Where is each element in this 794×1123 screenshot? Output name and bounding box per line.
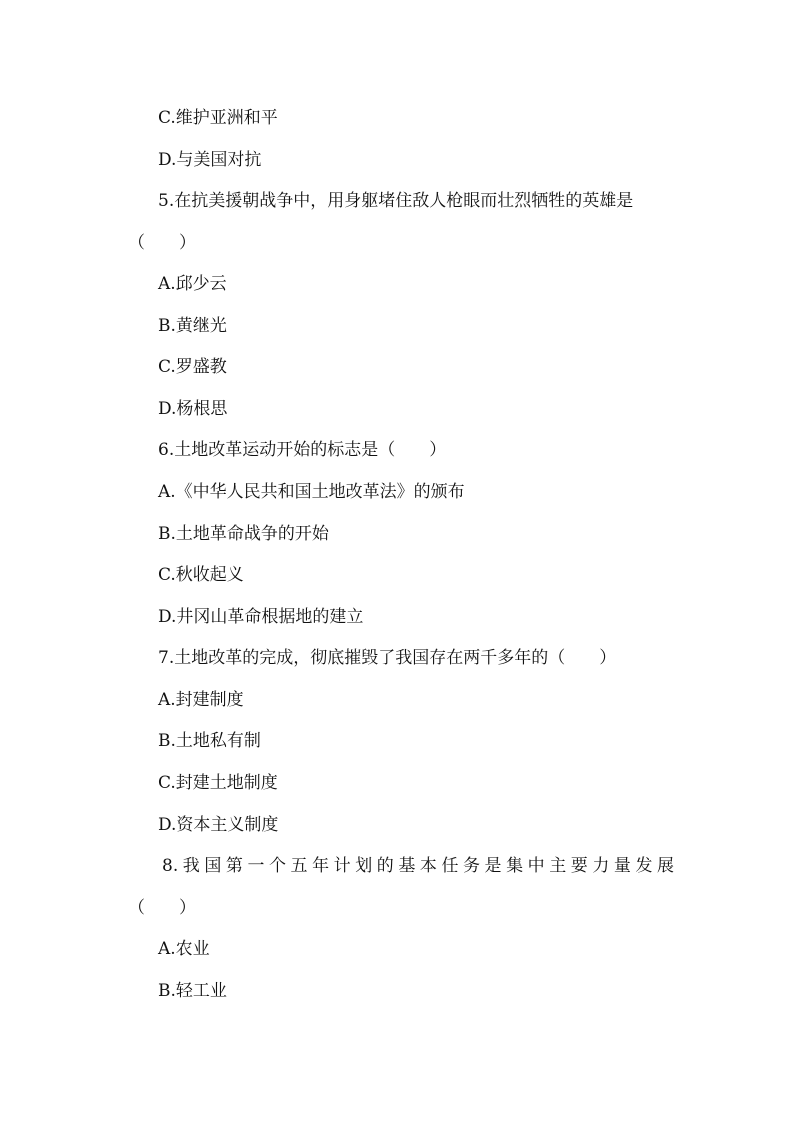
question-7-option-d: D.资本主义制度 [158,815,279,835]
question-5-option-d: D.杨根思 [158,399,228,419]
question-7-stem: 7.土地改革的完成，彻底摧毁了我国存在两千多年的（ ） [158,648,617,668]
question-5-bracket: （ ） [128,233,196,253]
question-8-option-b: B.轻工业 [158,981,227,1001]
question-6-option-c: C.秋收起义 [158,565,244,585]
question-6-stem: 6.土地改革运动开始的标志是（ ） [158,440,447,460]
question-7-option-a: A.封建制度 [158,690,244,710]
question-5-option-a: A.邱少云 [158,274,227,294]
question-8-bracket: （ ） [128,898,196,918]
prev-option-d: D.与美国对抗 [158,150,262,170]
question-8-stem: 8.我国第一个五年计划的基本任务是集中主要力量发展 [162,856,674,876]
prev-option-c: C.维护亚洲和平 [158,108,278,128]
question-7-option-c: C.封建土地制度 [158,773,278,793]
question-6-option-b: B.土地革命战争的开始 [158,524,329,544]
question-8-option-a: A.农业 [158,939,210,959]
question-5-stem: 5.在抗美援朝战争中，用身躯堵住敌人枪眼而壮烈牺牲的英雄是 [158,191,634,211]
question-5-option-b: B.黄继光 [158,316,227,336]
question-7-option-b: B.土地私有制 [158,731,261,751]
question-6-option-a: A.《中华人民共和国土地改革法》的颁布 [158,482,465,502]
question-5-option-c: C.罗盛教 [158,357,227,377]
question-6-option-d: D.井冈山革命根据地的建立 [158,607,364,627]
